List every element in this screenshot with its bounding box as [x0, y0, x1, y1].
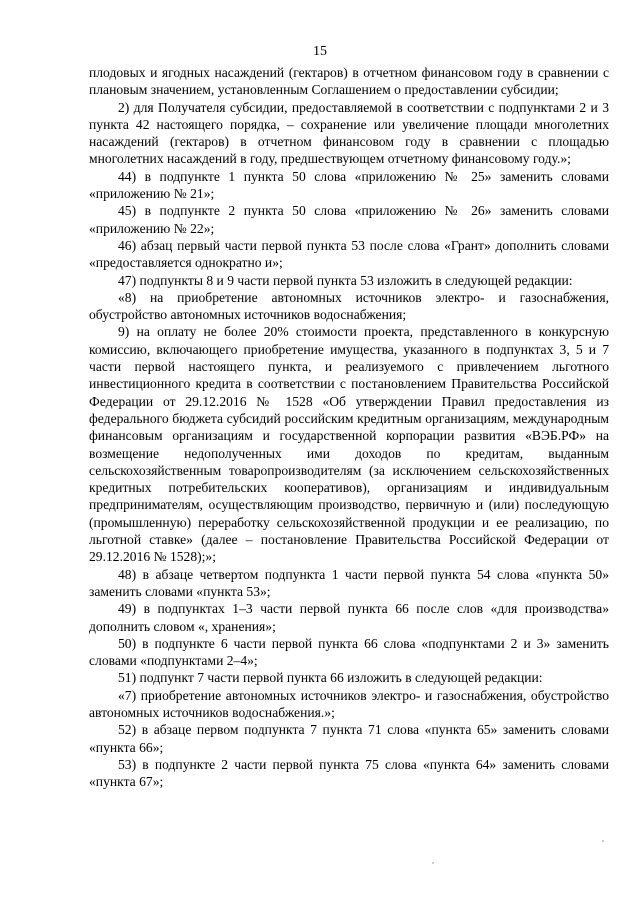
document-body: [89, 64, 609, 790]
paragraph-item-2: 2) для Получателя субсидии, предоставляемой в соответствии с подпунктами 2 и 3 пункта 42 настоящего порядка, – сохранение или увеличение площади многолетних насаждений (гектаров) в отчетном финансовом году в сравнении с площадью многолетних насаждений в году, предшествующем отчетному финансовому году.»;: [89, 99, 609, 167]
paragraph-item-49: 49) в подпунктах 1–3 части первой пункта 66 после слов «для производства» дополнить словом «, хранения»;: [89, 601, 609, 634]
paragraph-item-50: 50) в подпункте 6 части первой пункта 66 слова «подпунктами 2 и 3» заменить словами «подпунктами 2–4»;: [89, 635, 609, 669]
paragraph-item-52: 52) в абзаце первом подпункта 7 пункта 71 слова «пункта 65» заменить словами «пункта 66»;: [89, 722, 609, 755]
paragraph-item-53: 53) в подпункте 2 части первой пункта 75 слова «пункта 64» заменить словами «пункта 67»;: [89, 756, 609, 790]
paragraph-item-47: 47) подпункты 8 и 9 части первой пункта 53 изложить в следующей редакции:: [118, 272, 573, 288]
paragraph-item-45: 45) в подпункте 2 пункта 50 слова «приложению № 26» заменить словами «приложению № 22»;: [89, 203, 609, 236]
paragraph-item-48: 48) в абзаце четвертом подпункта 1 части первой пункта 54 слова «пункта 50» заменить словами «пункта 53»;: [89, 566, 609, 599]
paragraph-subitem-8: «8) на приобретение автономных источников электро- и газоснабжения, обустройство автономных источников водоснабжения;: [89, 289, 609, 323]
paragraph-item-51: 51) подпункт 7 части первой пункта 66 изложить в следующей редакции:: [118, 670, 543, 686]
scan-speck: [602, 840, 604, 842]
scan-speck: [432, 862, 434, 864]
paragraph-item-44: 44) в подпункте 1 пункта 50 слова «приложению № 25» заменить словами «приложению № 21»;: [89, 168, 609, 202]
paragraph-continuation: плодовых и ягодных насаждений (гектаров) в отчетном финансовом году в сравнении с плановым значением, установленным Соглашением о предоставлении субсидии;: [89, 65, 609, 98]
paragraph-item-46: 46) абзац первый части первой пункта 53 после слова «Грант» дополнить словами «предоставляется однократно и»;: [89, 237, 609, 271]
paragraph-subitem-9: 9) на оплату не более 20% стоимости проекта, представленного в конкурсную комиссию, включающего приобретение имущества, указанного в подпунктах 3, 5 и 7 части первой настоящего пункта, и реализуемого с привлечением льготного инвестиционного кредита в соответствии с постановлением Правительства Российской Федерации от 29.12.2016 № 1528 «Об утверждении Правил предоставления из федерального бюджета субсидий российским кредитным организациям, международным финансовым организациям и государственной корпорации развития «ВЭБ.РФ» на возмещение недополученных ими доходов по кредитам, выданным сельскохозяйственным товаропроизводителям (за исключением сельскохозяйственных кредитных потребительских кооперативов), организациям и индивидуальным предпринимателям, осуществляющим производство, первичную и (или) последующую (промышленную) переработку сельскохозяйственной продукции и ее реализацию, по льготной ставке» (далее – постановление Правительства Российской Федерации от 29.12.2016 № 1528);»;: [89, 324, 609, 565]
paragraph-subitem-7: «7) приобретение автономных источников электро- и газоснабжения, обустройство автономных источников водоснабжения.»;: [89, 687, 609, 720]
page-number: 15: [313, 44, 327, 59]
